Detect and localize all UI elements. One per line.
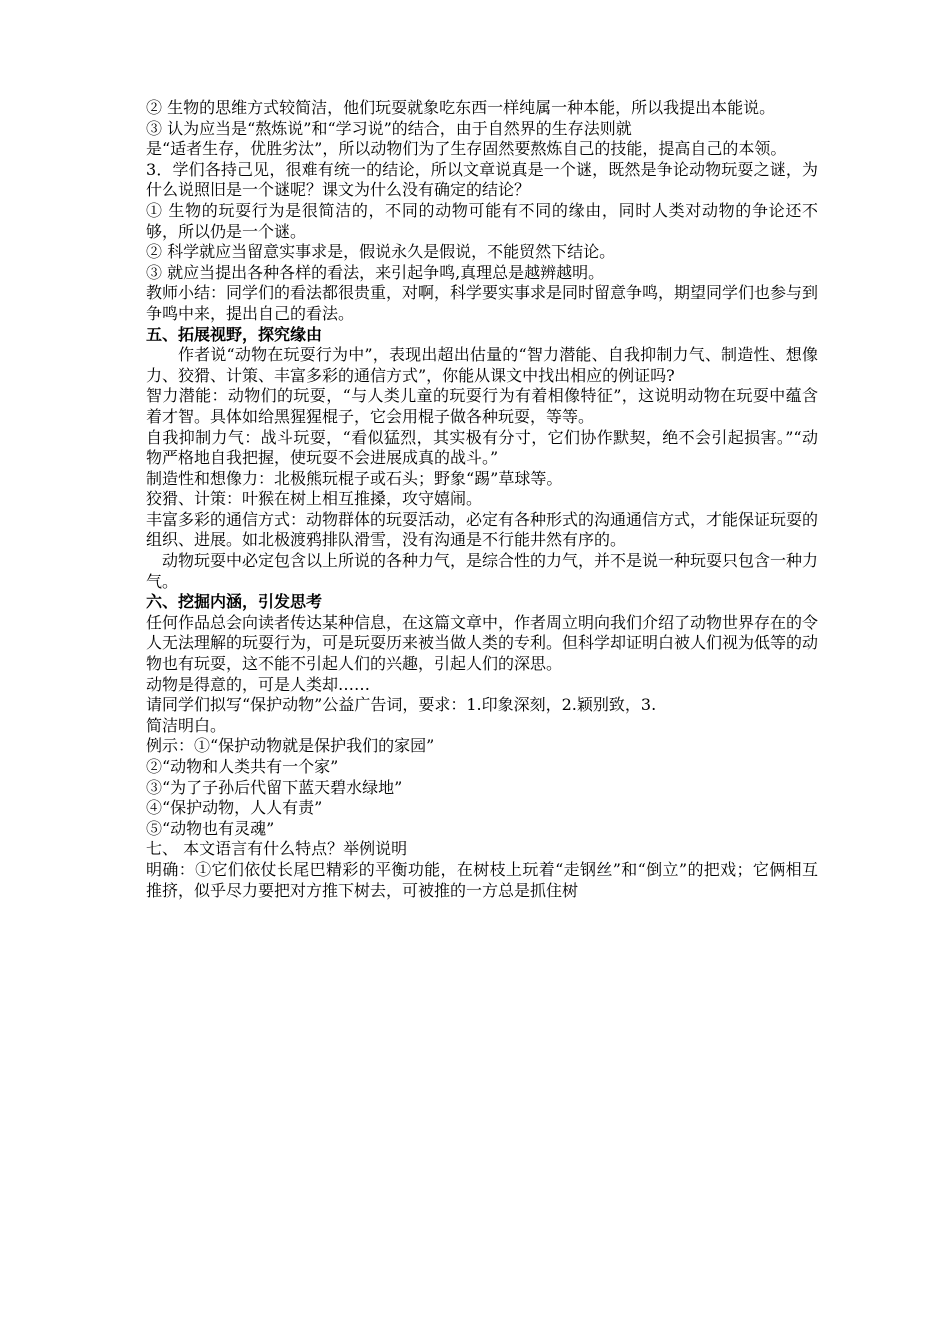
paragraph-answer-language: 明确：①它们依仗长尾巴精彩的平衡功能，在树枝上玩着“走钢丝”和“倒立”的把戏；它俩相互推挤，似乎尽力要把对方推下树去，可被推的一方总是抓住树 — [146, 859, 818, 900]
paragraph-example-1: 例示：①“保护动物就是保护我们的家园” — [146, 736, 435, 756]
paragraph-example-5: ⑤“动物也有灵魂” — [146, 818, 275, 838]
paragraph-ad-task: 请同学们拟写“保护动物”公益广告词，要求：1.印象深刻，2.颖别致，3. — [146, 695, 657, 715]
paragraph-answer-1: ① 生物的玩耍行为是很简洁的，不同的动物可能有不同的缘由，同时人类对动物的争论还不够，所以仍是一个谜。 — [146, 200, 818, 241]
document-page — [146, 98, 818, 901]
paragraph-creativity: 制造性和想像力：北极熊玩棍子或石头；野象“踢”草球等。 — [146, 468, 563, 488]
section-heading-6: 六、挖掘内涵，引发思考 — [146, 592, 323, 612]
paragraph-instinct-theory: ② 生物的思维方式较简洁，他们玩耍就象吃东西一样纯属一种本能，所以我提出本能说。 — [146, 98, 776, 117]
paragraph-example-4: ④“保护动物，人人有责” — [146, 798, 323, 818]
paragraph-combined-theory: ③ 认为应当是“熬炼说”和“学习说”的结合，由于自然界的生存法则就 — [146, 118, 632, 138]
paragraph-self-control: 自我抑制力气：战斗玩耍，“看似猛烈，其实极有分寸，它们协作默契，绝不会引起损害。”“动物严格地自我把握，使玩耍不会进展成真的战斗。” — [146, 427, 818, 468]
paragraph-animals-happy: 动物是得意的，可是人类却…… — [146, 674, 371, 694]
paragraph-answer-3: ③ 就应当提出各种各样的看法，来引起争鸣,真理总是越辨越明。 — [146, 262, 605, 282]
paragraph-teacher-summary: 教师小结：同学们的看法都很贵重，对啊，科学要实事求是同时留意争鸣，期望同学们也参与到争鸣中来，提出自己的看法。 — [146, 283, 819, 323]
paragraph-comprehensive: 动物玩耍中必定包含以上所说的各种力气，是综合性的力气，并不是说一种玩耍只包含一种力气。 — [146, 551, 819, 591]
paragraph-example-2: ②“动物和人类共有一个家” — [146, 757, 339, 776]
paragraph-message: 任何作品总会向读者传达某种信息，在这篇文章中，作者周立明向我们介绍了动物世界存在的令人无法理解的玩耍行为，可是玩耍历来被当做人类的专利。但科学却证明白被人们视为低等的动物也有玩耍，这不能不引起人们的兴趣，引起人们的深思。 — [146, 612, 819, 674]
section-heading-5: 五、拓展视野，探究缘由 — [146, 324, 323, 344]
paragraph-author-claim: 作者说“动物在玩耍行为中”，表现出超出估量的“智力潜能、自我抑制力气、制造性、想像力、狡猾、计策、丰富多彩的通信方式”，你能从课文中找出相应的例证吗? — [146, 345, 818, 385]
paragraph-question-3: 3．学们各持己见，很难有统一的结论，所以文章说真是一个谜，既然是争论动物玩耍之谜，为什么说照旧是一个谜呢？课文为什么没有确定的结论？ — [146, 159, 818, 200]
paragraph-ad-task-cont: 简洁明白。 — [146, 715, 227, 735]
paragraph-example-3: ③“为了子孙后代留下蓝天碧水绿地” — [146, 777, 403, 797]
paragraph-cunning: 狡猾、计策：叶猴在树上相互推搡，攻守嬉闹。 — [146, 489, 483, 509]
paragraph-intelligence: 智力潜能：动物们的玩耍，“与人类儿童的玩耍行为有着相像特征”，这说明动物在玩耍中蕴含着才智。具体如给黑猩猩棍子，它会用棍子做各种玩耍，等等。 — [146, 386, 818, 426]
paragraph-survival-law: 是“适者生存，优胜劣汰”，所以动物们为了生存固然要熬炼自己的技能，提高自己的本领。 — [146, 139, 787, 159]
section-heading-7: 七、 本文语言有什么特点？举例说明 — [146, 839, 408, 859]
paragraph-answer-2: ② 科学就应当留意实事求是，假说永久是假说，不能贸然下结论。 — [146, 242, 616, 262]
paragraph-communication: 丰富多彩的通信方式：动物群体的玩耍活动，必定有各种形式的沟通通信方式，才能保证玩耍的组织、进展。如北极渡鸦排队滑雪，没有沟通是不行能井然有序的。 — [146, 509, 819, 550]
